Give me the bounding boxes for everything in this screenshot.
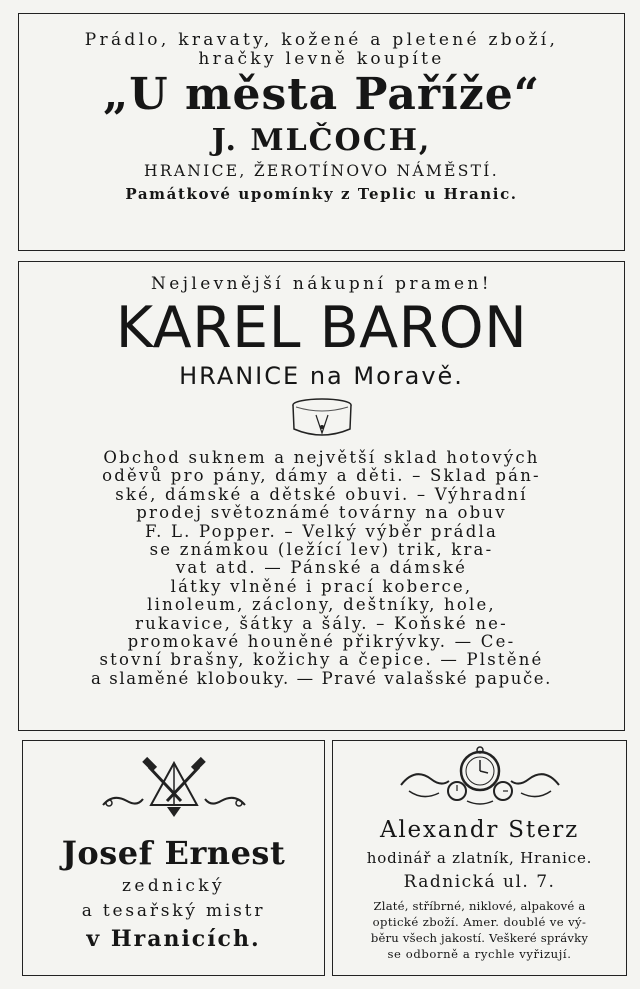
- collar-illustration: [290, 397, 354, 441]
- baron-text-line: stovní brašny, kožichy a čepice. — Plstěné: [99, 650, 544, 670]
- ad-mlcoch: [18, 13, 625, 251]
- baron-text-line: Obchod suknem a největší sklad hotových: [103, 448, 540, 467]
- mlcoch-tagline: Památkové upomínky z Teplic u Hranic.: [125, 185, 518, 203]
- mlcoch-owner: J. MLČOCH,: [211, 123, 432, 158]
- ernest-name: Josef Ernest: [61, 834, 286, 872]
- ernest-line1: zednický: [122, 876, 225, 896]
- baron-text-line: promokavé houněné přikrývky. — Ce-: [127, 632, 516, 652]
- baron-text-line: ské, dámské a dětské obuvi. – Výhradní: [115, 484, 528, 504]
- baron-text: [19, 449, 624, 688]
- sterz-profession: hodinář a zlatník, Hranice.: [366, 849, 593, 867]
- mlcoch-line1: Prádlo, kravaty, kožené a pletené zboží,: [84, 30, 559, 50]
- sterz-text-line: optické zboží. Amer. doublé ve vý-: [372, 915, 587, 929]
- baron-text-line: vat atd. — Pánské a dámské: [175, 558, 468, 578]
- baron-text-line: a slaměné klobouky. — Pravé valašské papuče.: [90, 668, 553, 688]
- ernest-line2: a tesařský mistr: [81, 901, 266, 921]
- sterz-name: Alexandr Sterz: [379, 817, 580, 843]
- baron-text-line: látky vlněné i prací koberce,: [170, 576, 473, 596]
- baron-text-line: prodej světoznámé továrny na obuv: [136, 503, 507, 523]
- mason-tools-emblem: [99, 753, 249, 819]
- sterz-text-line: Zlaté, stříbrné, niklové, alpakové a: [373, 899, 586, 913]
- sterz-address: Radnická ul. 7.: [403, 872, 556, 892]
- mlcoch-store-name: „U města Paříže“: [102, 69, 541, 120]
- baron-name: KAREL BARON: [115, 295, 528, 361]
- ad-ernest: [22, 740, 325, 976]
- baron-location: HRANICE na Moravě.: [179, 362, 464, 390]
- ad-baron: [18, 261, 625, 731]
- baron-text-line: se známkou (ležící lev) trik, kra-: [149, 540, 494, 560]
- sterz-text-line: se odborně a rychle vyřizují.: [387, 947, 572, 961]
- mlcoch-address: HRANICE, ŽEROTÍNOVO NÁMĚSTÍ.: [144, 162, 499, 180]
- sterz-text: [333, 898, 626, 962]
- baron-text-line: rukavice, šátky a šály. – Koňské ne-: [135, 613, 508, 633]
- baron-text-line: oděvů pro pány, dámy a děti. – Sklad pán-: [102, 466, 541, 486]
- clock-ornament: [395, 745, 565, 809]
- baron-text-line: linoleum, záclony, deštníky, hole,: [147, 595, 496, 615]
- ad-sterz: [332, 740, 627, 976]
- mlcoch-line2: hračky levně koupíte: [198, 49, 445, 69]
- baron-text-line: F. L. Popper. – Velký výběr prádla: [144, 521, 498, 541]
- ernest-line3: v Hranicích.: [86, 926, 261, 952]
- sterz-text-line: běru všech jakostí. Veškeré správky: [370, 931, 589, 945]
- baron-slogan: Nejlevnější nákupní pramen!: [150, 274, 493, 294]
